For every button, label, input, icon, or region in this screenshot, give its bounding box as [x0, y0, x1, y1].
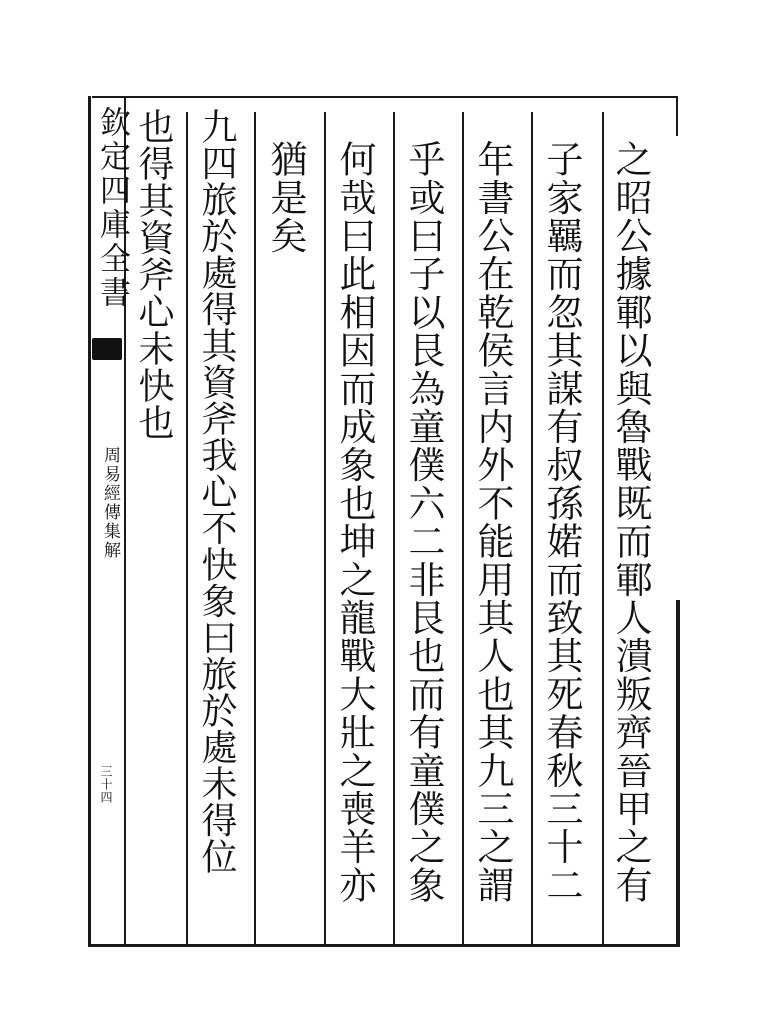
- column-divider: [602, 112, 604, 944]
- text-column-2: 子家羈而忽其謀有叔孫婼而致其死春秋三十二: [540, 140, 583, 904]
- column-divider: [393, 112, 395, 944]
- text-column-5: 何哉曰此相因而成象也坤之龍戰大壯之喪羊亦: [333, 140, 376, 904]
- column-divider: [324, 112, 326, 944]
- text-column-1: 之昭公據鄆以與魯戰既而鄆人潰叛齊晉甲之有: [609, 140, 652, 904]
- page-number: 三十四: [99, 765, 113, 804]
- volume-title: 周易經傳集解: [100, 446, 120, 560]
- text-column-4: 乎或曰子以艮為童僕六二非艮也而有童僕之象: [402, 140, 445, 904]
- frame-right-rule: [676, 600, 680, 947]
- frame-right-rule-upper: [676, 96, 678, 136]
- text-column-8: 也得其資斧心未快也: [133, 108, 174, 441]
- text-column-7: 九四旅於處得其資斧我心不快象曰旅於處未得位: [196, 108, 237, 875]
- frame-bottom-rule: [88, 944, 678, 947]
- column-divider: [254, 112, 256, 944]
- column-divider: [531, 112, 533, 944]
- column-divider: [186, 112, 188, 944]
- book-title: 欽定四庫全書: [94, 106, 130, 310]
- text-column-6: 猶是矣: [264, 140, 307, 255]
- frame-top-rule: [92, 96, 677, 98]
- fishtail-mark: [92, 338, 122, 360]
- column-divider: [462, 112, 464, 944]
- text-column-3: 年書公在乾侯言内外不能用其人也其九三之謂: [471, 140, 514, 904]
